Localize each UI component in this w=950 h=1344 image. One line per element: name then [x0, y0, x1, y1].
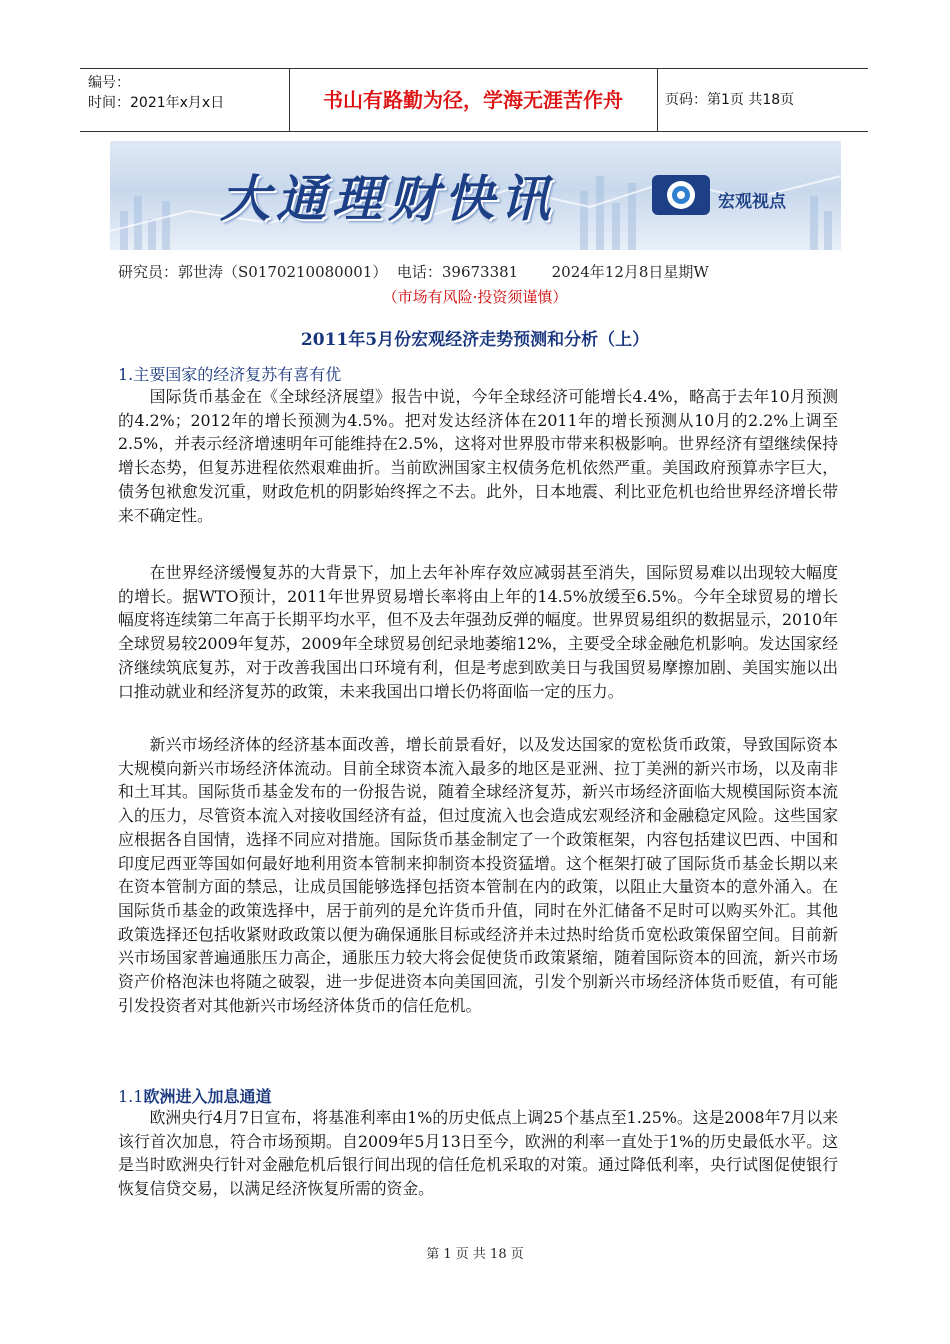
header-divider — [657, 69, 658, 131]
subsection-title: 欧洲进入加息通道 — [143, 1087, 272, 1106]
paragraph: 在世界经济缓慢复苏的大背景下，加上去年补库存效应减弱甚至消失，国际贸易难以出现较大幅度的增长。据WTO预计，2011年世界贸易增长率将由上年的14.5%放缓至6.5%。今年全球贸易的增长幅度将连续第二年高于长期平均水平，但不及去年强劲反弹的幅度。世界贸易组织的数据显示，2010年全球贸易较2009年复苏，2009年全球贸易创纪录地萎缩12%，主要受全球金融危机影响。发达国家经济继续筑底复苏，对于改善我国出口环境有利，但是考虑到欧美日与我国贸易摩擦加剧、美国实施以出口推动就业和经济复苏的政策，未来我国出口增长仍将面临一定的压力。 — [118, 563, 839, 701]
page-footer: 第 1 页 共 18 页 — [426, 1247, 524, 1262]
paragraph: 国际货币基金在《全球经济展望》报告中说，今年全球经济可能增长4.4%，略高于去年10月预测的4.2%；2012年的增长预测为4.5%。把对发达经济体在2011年的增长预测从10月的2.2%上调至2.5%，并表示经济增速明年可能维持在2.5%，这将对世界股市带来积极影响。世界经济有望继续保持增长态势，但复苏进程依然艰难曲折。当前欧洲国家主权债务危机依然严重。美国政府预算赤字巨大，债务包袱愈发沉重，财政危机的阴影始终挥之不去。此外，日本地震、利比亚危机也给世界经济增长带来不确定性。 — [118, 387, 838, 525]
document-title: 2011年5月份宏观经济走势预测和分析（上） — [300, 330, 650, 350]
paragraph: 新兴市场经济体的经济基本面改善，增长前景看好，以及发达国家的宽松货币政策，导致国际资本大规模向新兴市场经济体流动。目前全球资本流入最多的地区是亚洲、拉丁美洲的新兴市场，以及南非和土耳其。国际货币基金发布的一份报告说，随着全球经济复苏，新兴市场经济面临大规模国际资本流入的压力，尽管资本流入对接收国经济有益，但过度流入也会造成宏观经济和金融稳定风险。这些国家应根据各自国情，选择不同应对措施。国际货币基金制定了一个政策框架，内容包括建议巴西、中国和印度尼西亚等国如何最好地利用资本管制来抑制资本投资猛增。这个框架打破了国际货币基金长期以来在资本管制方面的禁忌，让成员国能够选择包括资本管制在内的政策，以阻止大量资本的意外涌入。在国际货币基金的政策选择中，居于前列的是允许货币升值，同时在外汇储备不足时可以购买外汇。其他政策选择还包括收紧财政政策以便为确保通胀目标或经济并未过热时给货币宽松政策保留空间。目前新兴市场国家普遍通胀压力高企，通胀压力较大将会促使货币政策紧缩，随着国际资本的回流，新兴市场资产价格泡沫也将随之破裂，进一步促进资本向美国回流，引发个别新兴市场经济体货币贬值，有可能引发投资者对其他新兴市场经济体货币的信任危机。 — [118, 735, 838, 1015]
paragraph: 欧洲央行4月7日宣布，将基准利率由1%的历史低点上调25个基点至1.25%。这是2008年7月以来该行首次加息，符合市场预期。自2009年5月13日至今，欧洲的利率一直处于1%的历史最低水平。这是当时欧洲央行针对金融危机后银行间出现的信任危机采取的对策。通过降低利率，央行试图促使银行恢复信贷交易，以满足经济恢复所需的资金。 — [118, 1108, 838, 1199]
header-info — [88, 73, 288, 113]
newsletter-banner — [110, 141, 841, 250]
time-label: 时间：2021年x月x日 — [88, 95, 225, 111]
subsection-number: 1.1 — [118, 1087, 144, 1106]
document-header — [80, 68, 868, 132]
header-motto: 书山有路勤为径，学海无涯苦作舟 — [323, 88, 623, 112]
researcher-info: 研究员：郭世涛（S0170210080001） 电话：39673381 2024年12月8日星期W — [118, 263, 709, 281]
section-heading: 1.主要国家的经济复苏有喜有优 — [118, 365, 342, 384]
header-page-info: 页码：第1页 共18页 — [665, 92, 795, 108]
banner-title: 大通理财快讯 — [220, 169, 556, 228]
number-label: 编号： — [88, 75, 130, 91]
banner-logo-text: 宏观视点 — [718, 192, 786, 212]
subsection-heading — [118, 1084, 271, 1107]
risk-warning: （市场有风险·投资须谨慎） — [382, 288, 568, 306]
